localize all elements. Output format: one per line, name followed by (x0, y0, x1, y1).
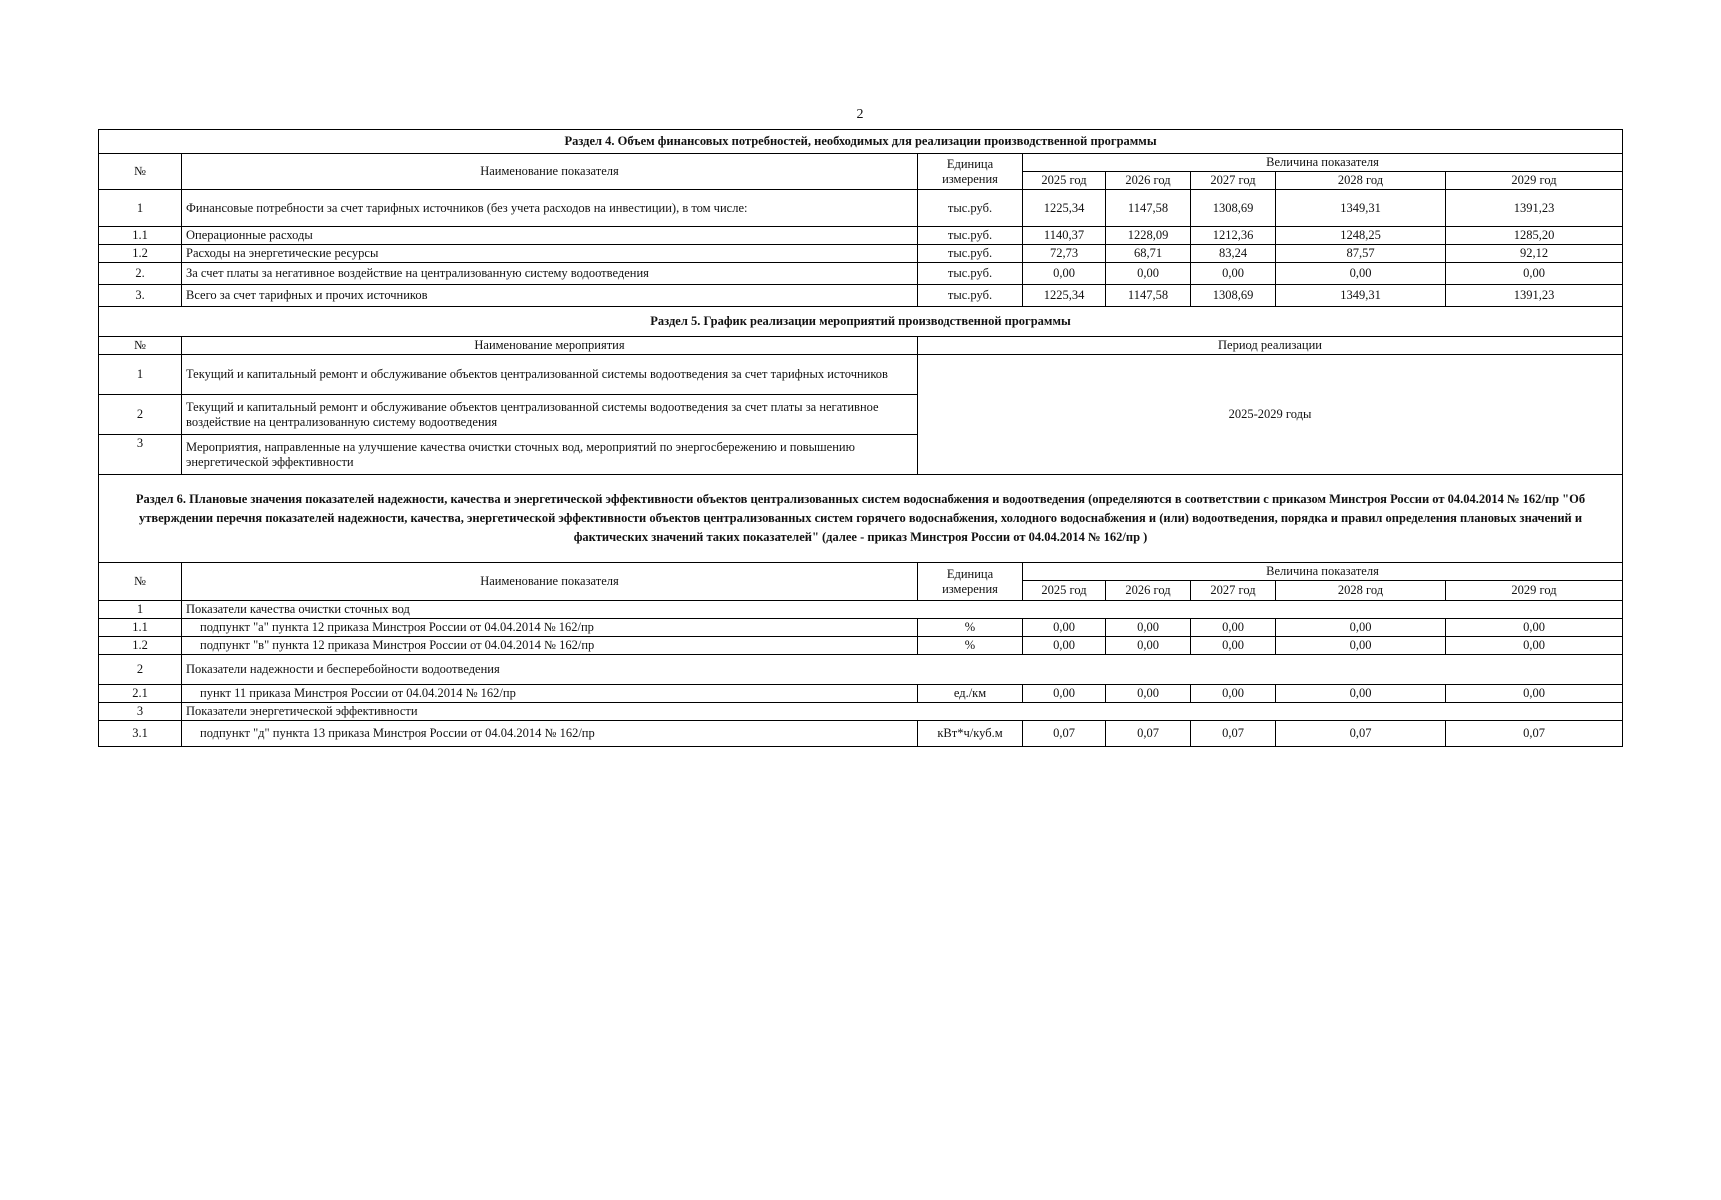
row-group-name: Показатели качества очистки сточных вод (182, 601, 1623, 619)
row-name: Текущий и капитальный ремонт и обслуживание объектов централизованной системы водоотведения за счет тарифных источников (182, 355, 918, 395)
row-group-name: Показатели надежности и бесперебойности водоотведения (182, 655, 1623, 685)
row-value: 68,71 (1106, 245, 1191, 263)
row-unit: % (918, 619, 1023, 637)
row-number: 1 (99, 355, 182, 395)
row-value: 0,00 (1191, 619, 1276, 637)
row-value: 0,00 (1276, 619, 1446, 637)
row-value: 0,00 (1106, 263, 1191, 285)
row-value: 1225,34 (1023, 285, 1106, 307)
section6-col-name: Наименование показателя (182, 563, 918, 601)
table-row (99, 685, 1623, 703)
row-number: 1.1 (99, 619, 182, 637)
row-number: 1 (99, 601, 182, 619)
section6-col-no: № (99, 563, 182, 601)
row-number: 3. (99, 285, 182, 307)
table-row (99, 263, 1623, 285)
row-unit: тыс.руб. (918, 245, 1023, 263)
section5-col-period: Период реализации (918, 337, 1623, 355)
section4-col-unit: Единица измерения (918, 154, 1023, 190)
row-value: 0,00 (1276, 685, 1446, 703)
program-table (98, 129, 1623, 747)
row-value: 1349,31 (1276, 190, 1446, 227)
row-name: подпункт "в" пункта 12 приказа Минстроя России от 04.04.2014 № 162/пр (182, 637, 918, 655)
section5-period: 2025-2029 годы (918, 355, 1623, 475)
row-value: 0,00 (1446, 619, 1623, 637)
section4-col-name: Наименование показателя (182, 154, 918, 190)
row-value: 0,00 (1446, 637, 1623, 655)
row-name: подпункт "д" пункта 13 приказа Минстроя России от 04.04.2014 № 162/пр (182, 721, 918, 747)
table-row (99, 285, 1623, 307)
row-unit: тыс.руб. (918, 263, 1023, 285)
row-number: 2 (99, 655, 182, 685)
row-value: 1225,34 (1023, 190, 1106, 227)
row-value: 0,00 (1276, 263, 1446, 285)
row-value: 0,00 (1191, 637, 1276, 655)
row-name: Мероприятия, направленные на улучшение качества очистки сточных вод, мероприятий по энергосбережению и повышению энергетической эффективности (182, 435, 918, 475)
row-name: Финансовые потребности за счет тарифных источников (без учета расходов на инвестиции), в том числе: (182, 190, 918, 227)
row-unit: % (918, 637, 1023, 655)
section5-col-name: Наименование мероприятия (182, 337, 918, 355)
row-number: 1.1 (99, 227, 182, 245)
table-row (99, 637, 1623, 655)
table-row (99, 245, 1623, 263)
row-value: 1391,23 (1446, 285, 1623, 307)
row-value: 0,00 (1191, 685, 1276, 703)
row-value: 0,00 (1023, 637, 1106, 655)
section6-year: 2026 год (1106, 581, 1191, 601)
row-number: 3.1 (99, 721, 182, 747)
row-name: Расходы на энергетические ресурсы (182, 245, 918, 263)
row-value: 0,07 (1276, 721, 1446, 747)
table-row (99, 355, 1623, 395)
table-row (99, 721, 1623, 747)
table-row (99, 601, 1623, 619)
row-value: 0,00 (1106, 619, 1191, 637)
section6-year: 2029 год (1446, 581, 1623, 601)
document-body (98, 129, 1622, 747)
table-row (99, 619, 1623, 637)
row-value: 1140,37 (1023, 227, 1106, 245)
row-value: 0,07 (1023, 721, 1106, 747)
table-row (99, 655, 1623, 685)
section6-col-unit: Единица измерения (918, 563, 1023, 601)
table-row (99, 227, 1623, 245)
section5-title: Раздел 5. График реализации мероприятий производственной программы (99, 307, 1623, 337)
row-number: 3 (99, 435, 182, 475)
row-value: 72,73 (1023, 245, 1106, 263)
row-value: 1228,09 (1106, 227, 1191, 245)
row-unit: кВт*ч/куб.м (918, 721, 1023, 747)
row-value: 0,07 (1191, 721, 1276, 747)
section4-col-no: № (99, 154, 182, 190)
row-name: пункт 11 приказа Минстроя России от 04.04.2014 № 162/пр (182, 685, 918, 703)
section4-year: 2028 год (1276, 172, 1446, 190)
row-name: подпункт "а" пункта 12 приказа Минстроя России от 04.04.2014 № 162/пр (182, 619, 918, 637)
row-number: 1.2 (99, 245, 182, 263)
page-number: 2 (856, 107, 864, 122)
row-value: 0,00 (1446, 685, 1623, 703)
row-name: Всего за счет тарифных и прочих источников (182, 285, 918, 307)
row-value: 1391,23 (1446, 190, 1623, 227)
row-number: 1 (99, 190, 182, 227)
row-value: 0,07 (1106, 721, 1191, 747)
row-name: Операционные расходы (182, 227, 918, 245)
row-value: 1285,20 (1446, 227, 1623, 245)
row-value: 1212,36 (1191, 227, 1276, 245)
row-value: 87,57 (1276, 245, 1446, 263)
row-value: 0,00 (1191, 263, 1276, 285)
row-value: 0,07 (1446, 721, 1623, 747)
section5-col-no: № (99, 337, 182, 355)
row-value: 92,12 (1446, 245, 1623, 263)
section6-year: 2025 год (1023, 581, 1106, 601)
row-unit: тыс.руб. (918, 227, 1023, 245)
row-value: 0,00 (1023, 619, 1106, 637)
row-number: 2 (99, 395, 182, 435)
row-unit: ед./км (918, 685, 1023, 703)
section4-year: 2026 год (1106, 172, 1191, 190)
table-row (99, 190, 1623, 227)
section6-year: 2028 год (1276, 581, 1446, 601)
row-value: 1349,31 (1276, 285, 1446, 307)
row-number: 2. (99, 263, 182, 285)
row-number: 3 (99, 703, 182, 721)
row-value: 0,00 (1023, 263, 1106, 285)
section6-title: Раздел 6. Плановые значения показателей надежности, качества и энергетической эффективности объектов централизованных систем водоснабжения и водоотведения (определяются в соответствии с приказом Минстроя России от 04.04.2014 № 162/пр "Об утверждении перечня показателей надежности, качества, энергетической эффективности объектов централизованных систем горячего водоснабжения, холодного водоснабжения и (или) водоотведения, порядка и правил определения плановых значений и фактических значений таких показателей" (далее - приказ Минстроя России от 04.04.2014 № 162/пр ) (99, 475, 1623, 563)
row-number: 1.2 (99, 637, 182, 655)
row-value: 1147,58 (1106, 285, 1191, 307)
row-value: 1308,69 (1191, 285, 1276, 307)
row-value: 0,00 (1446, 263, 1623, 285)
row-name: За счет платы за негативное воздействие на централизованную систему водоотведения (182, 263, 918, 285)
section4-year: 2027 год (1191, 172, 1276, 190)
row-value: 0,00 (1276, 637, 1446, 655)
table-row (99, 703, 1623, 721)
row-number: 2.1 (99, 685, 182, 703)
row-value: 0,00 (1106, 685, 1191, 703)
row-value: 1248,25 (1276, 227, 1446, 245)
section4-year: 2025 год (1023, 172, 1106, 190)
section6-year: 2027 год (1191, 581, 1276, 601)
row-group-name: Показатели энергетической эффективности (182, 703, 1623, 721)
row-value: 1308,69 (1191, 190, 1276, 227)
row-value: 0,00 (1106, 637, 1191, 655)
row-unit: тыс.руб. (918, 190, 1023, 227)
section4-title: Раздел 4. Объем финансовых потребностей, необходимых для реализации производственной программы (99, 130, 1623, 154)
section4-year: 2029 год (1446, 172, 1623, 190)
section4-col-value: Величина показателя (1023, 154, 1623, 172)
row-value: 0,00 (1023, 685, 1106, 703)
row-name: Текущий и капитальный ремонт и обслуживание объектов централизованной системы водоотведения за счет платы за негативное воздействие на централизованную систему водоотведения (182, 395, 918, 435)
section6-col-value: Величина показателя (1023, 563, 1623, 581)
row-value: 1147,58 (1106, 190, 1191, 227)
row-value: 83,24 (1191, 245, 1276, 263)
row-unit: тыс.руб. (918, 285, 1023, 307)
